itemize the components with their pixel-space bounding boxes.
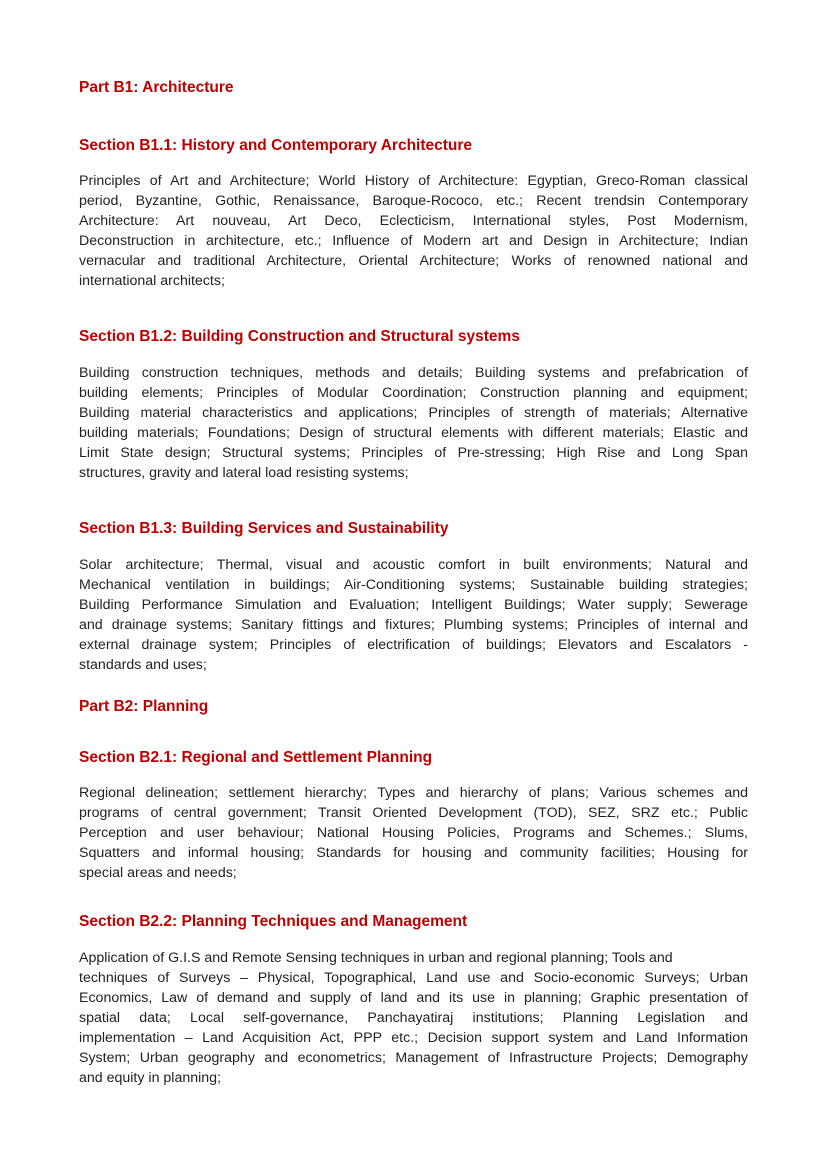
text-line: Architecture: Art nouveau, Art Deco, Eclecticism, International styles, Post Modernism, bbox=[79, 213, 748, 229]
text-line: standards and uses; bbox=[79, 657, 207, 673]
text-line: and equity in planning; bbox=[79, 1070, 221, 1086]
text-line: Building Performance Simulation and Evaluation; Intelligent Buildings; Water supply; Sewerage bbox=[79, 597, 748, 613]
text-line: Perception and user behaviour; National Housing Policies, Programs and Schemes.; Slums, bbox=[79, 825, 748, 841]
part-b1-heading: Part B1: Architecture bbox=[79, 79, 234, 96]
text-line: techniques of Surveys – Physical, Topographical, Land use and Socio-economic Surveys; Urban bbox=[79, 970, 748, 986]
section-b1-1-body bbox=[79, 171, 748, 291]
text-line: international architects; bbox=[79, 273, 225, 289]
text-line: Limit State design; Structural systems; Principles of Pre-stressing; High Rise and Long Span bbox=[79, 445, 748, 461]
text-line: building elements; Principles of Modular Coordination; Construction planning and equipment; bbox=[79, 385, 748, 401]
text-line: Solar architecture; Thermal, visual and acoustic comfort in built environments; Natural and bbox=[79, 557, 748, 573]
section-b1-1-heading: Section B1.1: History and Contemporary Architecture bbox=[79, 137, 473, 154]
section-b2-2-heading: Section B2.2: Planning Techniques and Management bbox=[79, 913, 468, 930]
text-line: programs of central government; Transit Oriented Development (TOD), SEZ, SRZ etc.; Public bbox=[79, 805, 748, 821]
text-line: building materials; Foundations; Design of structural elements with different materials; Elastic and bbox=[79, 425, 748, 441]
text-line: Regional delineation; settlement hierarchy; Types and hierarchy of plans; Various schemes and bbox=[79, 785, 748, 801]
text-line: vernacular and traditional Architecture, Oriental Architecture; Works of renowned national and bbox=[79, 253, 748, 269]
section-b1-2-heading: Section B1.2: Building Construction and Structural systems bbox=[79, 328, 520, 345]
text-line: external drainage system; Principles of electrification of buildings; Elevators and Escalators - bbox=[79, 637, 748, 653]
section-b2-1-heading: Section B2.1: Regional and Settlement Planning bbox=[79, 749, 433, 766]
section-b1-3-heading: Section B1.3: Building Services and Sustainability bbox=[79, 520, 449, 537]
text-line: period, Byzantine, Gothic, Renaissance, Baroque-Rococo, etc.; Recent trendsin Contemporary bbox=[79, 193, 748, 209]
text-line: Economics, Law of demand and supply of land and its use in planning; Graphic presentation of bbox=[79, 990, 748, 1006]
section-b1-3-body bbox=[79, 555, 748, 675]
text-line: System; Urban geography and econometrics; Management of Infrastructure Projects; Demography bbox=[79, 1050, 748, 1066]
section-b2-1-body bbox=[79, 783, 748, 883]
text-line: Building material characteristics and applications; Principles of strength of materials; Alternative bbox=[79, 405, 748, 421]
section-b2-2-body bbox=[79, 948, 748, 1088]
text-line: special areas and needs; bbox=[79, 865, 237, 881]
text-line: structures, gravity and lateral load resisting systems; bbox=[79, 465, 409, 481]
part-b2-heading: Part B2: Planning bbox=[79, 698, 209, 715]
text-line: Mechanical ventilation in buildings; Air-Conditioning systems; Sustainable building strategies; bbox=[79, 577, 748, 593]
text-line: Deconstruction in architecture, etc.; Influence of Modern art and Design in Architecture; Indian bbox=[79, 233, 748, 249]
text-line: Application of G.I.S and Remote Sensing techniques in urban and regional planning; Tools and bbox=[79, 950, 673, 966]
text-line: and drainage systems; Sanitary fittings and fixtures; Plumbing systems; Principles of internal and bbox=[79, 617, 748, 633]
text-line: spatial data; Local self-governance, Panchayatiraj institutions; Planning Legislation and bbox=[79, 1010, 748, 1026]
section-b1-2-body bbox=[79, 363, 748, 483]
text-line: Building construction techniques, methods and details; Building systems and prefabrication of bbox=[79, 365, 748, 381]
text-line: implementation – Land Acquisition Act, PPP etc.; Decision support system and Land Information bbox=[79, 1030, 748, 1046]
text-line: Principles of Art and Architecture; World History of Architecture: Egyptian, Greco-Roman classical bbox=[79, 173, 748, 189]
text-line: Squatters and informal housing; Standards for housing and community facilities; Housing for bbox=[79, 845, 748, 861]
